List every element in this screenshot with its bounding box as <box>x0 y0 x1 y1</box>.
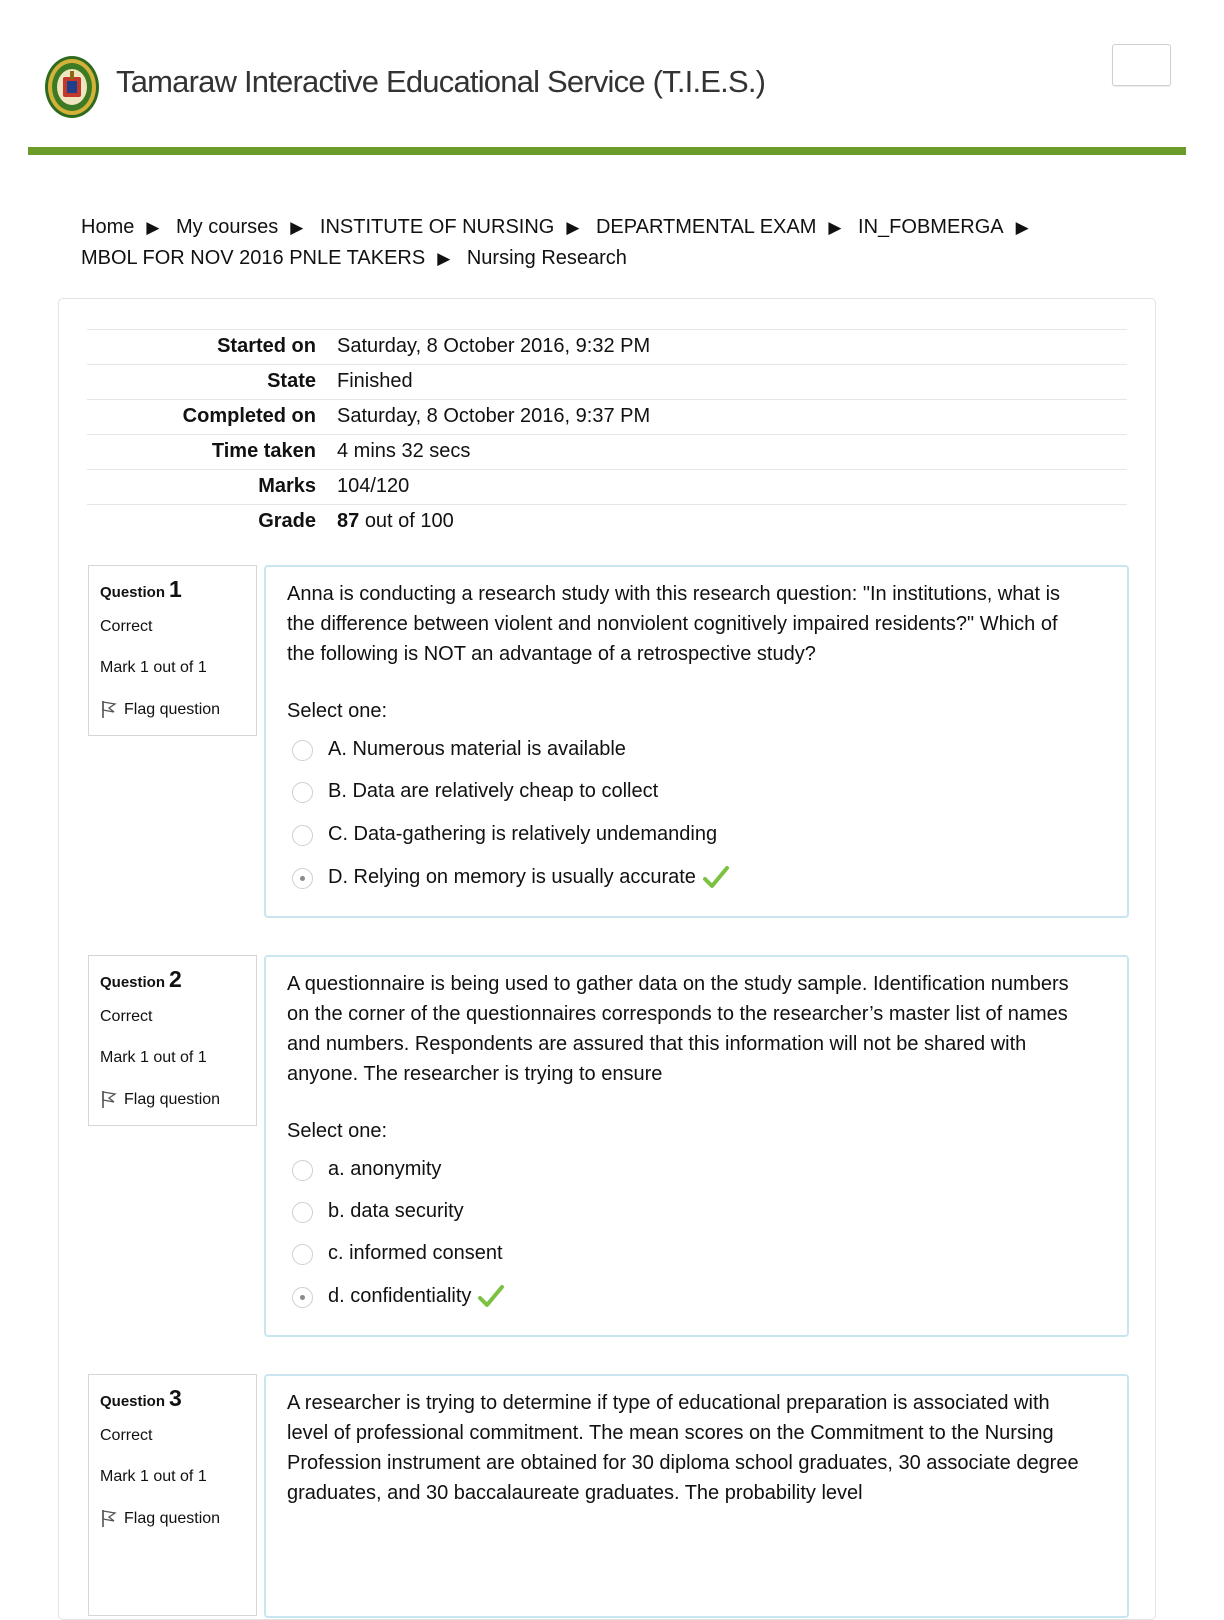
question-state: Correct <box>100 618 153 635</box>
radio-button-checked[interactable] <box>292 1287 313 1308</box>
summary-label: State <box>267 370 316 392</box>
question-info-3 <box>88 1374 257 1616</box>
answer-option-selected[interactable] <box>292 1284 505 1310</box>
summary-value: 104/120 <box>337 475 410 497</box>
breadcrumb-home[interactable]: Home <box>81 216 135 238</box>
flag-question-link[interactable] <box>100 1089 220 1109</box>
breadcrumb-course[interactable]: IN_FOBMERGA <box>858 216 1004 238</box>
summary-label: Completed on <box>182 405 316 427</box>
university-seal-icon <box>44 55 100 119</box>
question-content-2 <box>264 955 1129 1337</box>
summary-value: Finished <box>337 370 413 392</box>
radio-button-checked[interactable] <box>292 868 313 889</box>
flag-icon <box>100 1508 118 1528</box>
question-text: A questionnaire is being used to gather data on the study sample. Identification numbers on the corner of the questionnaires corresponds to the researcher’s master list of names and numbers. Respondents are assured that this information will not be shared with anyone. The researcher is trying to ensure <box>287 973 1069 1085</box>
summary-row-time <box>87 434 1127 469</box>
radio-button[interactable] <box>292 825 313 846</box>
question-num: 3 <box>169 1385 182 1411</box>
question-number <box>100 1385 182 1412</box>
select-prompt: Select one: <box>287 1120 388 1142</box>
grade-suffix: out of 100 <box>364 510 454 532</box>
breadcrumb-institute[interactable]: INSTITUTE OF NURSING <box>319 216 555 238</box>
summary-value <box>337 510 454 533</box>
radio-button[interactable] <box>292 1202 313 1223</box>
option-label: a. anonymity <box>328 1158 442 1180</box>
option-label: B. Data are relatively cheap to collect <box>328 780 659 802</box>
summary-label: Started on <box>217 335 316 357</box>
radio-button[interactable] <box>292 782 313 803</box>
question-text: Anna is conducting a research study with this research question: "In institutions, what is the difference between violent and nonviolent cognitively impaired residents?" Which of the following is NOT an advantage of a retrospective study? <box>287 583 1061 665</box>
option-label: b. data security <box>328 1200 464 1222</box>
site-logo[interactable] <box>44 55 100 119</box>
option-label: D. Relying on memory is usually accurate <box>328 866 696 888</box>
summary-value: Saturday, 8 October 2016, 9:37 PM <box>337 405 651 427</box>
question-label: Question <box>100 1393 166 1410</box>
radio-button[interactable] <box>292 1244 313 1265</box>
radio-button[interactable] <box>292 1160 313 1181</box>
answer-option[interactable] <box>292 780 658 803</box>
answer-option[interactable] <box>292 1158 441 1181</box>
flag-icon <box>100 1089 118 1109</box>
option-label: c. informed consent <box>328 1242 503 1264</box>
question-number <box>100 576 182 603</box>
attempt-summary-table <box>87 329 1127 539</box>
summary-row-started <box>87 329 1127 364</box>
question-info-2 <box>88 955 257 1126</box>
breadcrumb-separator-icon: ▶ <box>1015 218 1029 237</box>
breadcrumb <box>81 212 1081 274</box>
summary-row-grade <box>87 504 1127 539</box>
summary-row-marks <box>87 469 1127 504</box>
flag-question-link[interactable] <box>100 1508 220 1528</box>
answer-option[interactable] <box>292 738 626 761</box>
radio-button[interactable] <box>292 740 313 761</box>
question-text: A researcher is trying to determine if type of educational preparation is associated with level of professional commitment. The mean scores on the Commitment to the Nursing Profession instrument are obtained for 30 diploma school graduates, 30 associate degree graduates, and 30 baccalaureate graduates. The probability level <box>287 1392 1079 1504</box>
question-mark: Mark 1 out of 1 <box>100 659 207 676</box>
flag-icon <box>100 699 118 719</box>
summary-value: Saturday, 8 October 2016, 9:32 PM <box>337 335 651 357</box>
answer-option[interactable] <box>292 1200 464 1223</box>
summary-label: Grade <box>258 510 316 532</box>
answer-option[interactable] <box>292 823 717 846</box>
grade-value: 87 <box>337 510 360 532</box>
question-num: 1 <box>169 576 182 602</box>
breadcrumb-separator-icon: ▶ <box>566 218 580 237</box>
answer-option-selected[interactable] <box>292 865 730 891</box>
flag-label: Flag question <box>124 701 221 718</box>
question-number <box>100 966 182 993</box>
user-menu-button[interactable] <box>1112 44 1171 86</box>
question-state: Correct <box>100 1008 153 1025</box>
option-label: C. Data-gathering is relatively undemanding <box>328 823 718 845</box>
question-content-3 <box>264 1374 1129 1618</box>
question-label: Question <box>100 584 166 601</box>
option-label: A. Numerous material is available <box>328 738 626 760</box>
summary-label: Time taken <box>211 440 316 462</box>
breadcrumb-my-courses[interactable]: My courses <box>176 216 279 238</box>
question-mark: Mark 1 out of 1 <box>100 1049 207 1066</box>
breadcrumb-section[interactable]: MBOL FOR NOV 2016 PNLE TAKERS <box>81 247 426 269</box>
summary-value: 4 mins 32 secs <box>337 440 471 462</box>
summary-row-state <box>87 364 1127 399</box>
header-divider <box>28 147 1186 155</box>
question-content-1 <box>264 565 1129 918</box>
select-prompt: Select one: <box>287 700 388 722</box>
flag-question-link[interactable] <box>100 699 220 719</box>
correct-check-icon <box>477 1284 505 1310</box>
summary-label: Marks <box>258 475 316 497</box>
breadcrumb-quiz[interactable]: Nursing Research <box>466 247 627 269</box>
flag-label: Flag question <box>124 1510 221 1527</box>
breadcrumb-separator-icon: ▶ <box>437 249 451 268</box>
breadcrumb-separator-icon: ▶ <box>146 218 160 237</box>
question-info-1 <box>88 565 257 736</box>
flag-label: Flag question <box>124 1091 221 1108</box>
question-num: 2 <box>169 966 182 992</box>
breadcrumb-separator-icon: ▶ <box>290 218 304 237</box>
breadcrumb-departmental-exam[interactable]: DEPARTMENTAL EXAM <box>595 216 817 238</box>
site-title[interactable]: Tamaraw Interactive Educational Service (T.I.E.S.) <box>116 64 766 99</box>
breadcrumb-separator-icon: ▶ <box>828 218 842 237</box>
question-label: Question <box>100 974 166 991</box>
summary-row-completed <box>87 399 1127 434</box>
correct-check-icon <box>702 865 730 891</box>
question-mark: Mark 1 out of 1 <box>100 1468 207 1485</box>
answer-option[interactable] <box>292 1242 503 1265</box>
option-label: d. confidentiality <box>328 1285 472 1307</box>
question-state: Correct <box>100 1427 153 1444</box>
